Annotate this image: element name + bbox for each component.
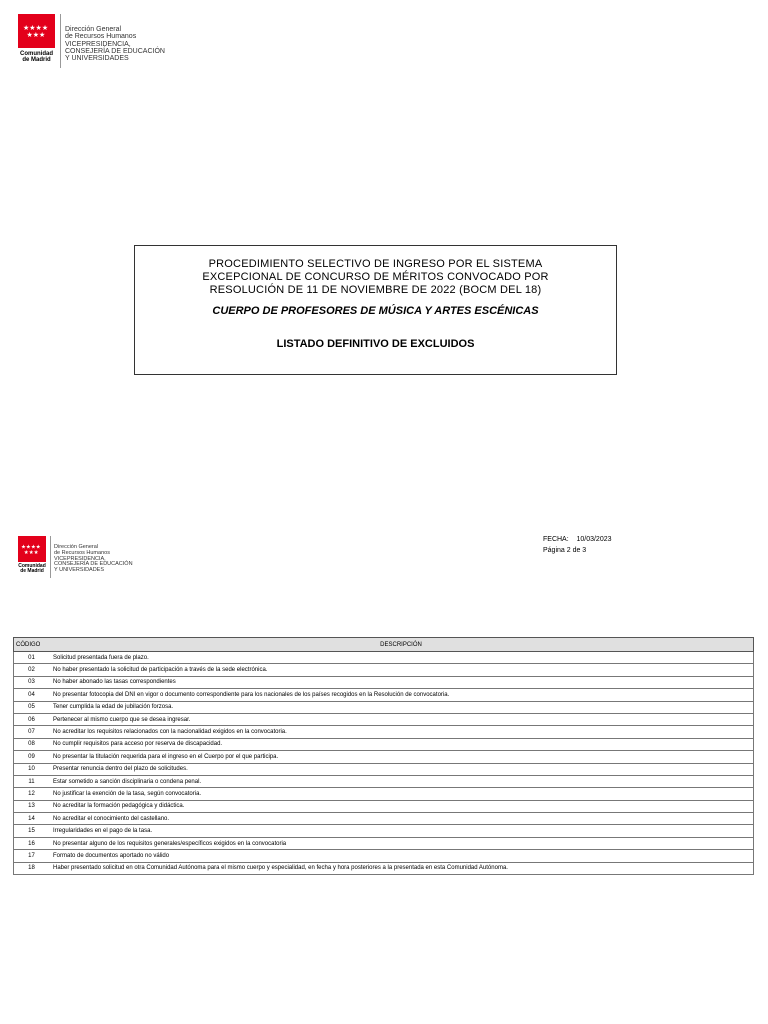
row-code: 05	[14, 701, 50, 713]
row-description: No cumplir requisitos para acceso por reserva de discapacidad.	[49, 738, 754, 750]
document-meta	[543, 534, 612, 556]
procedure-title	[135, 258, 616, 297]
madrid-stars-icon	[18, 14, 55, 48]
table-row	[14, 862, 754, 874]
row-code: 10	[14, 763, 50, 775]
row-description: No presentar fotocopia del DNI en vigor o documento correspondiente para los nacionales de los países recogidos en la Resolución de convocatoria.	[49, 689, 754, 701]
procedure-title-line: EXCEPCIONAL DE CONCURSO DE MÉRITOS CONVOCADO POR	[202, 271, 549, 283]
row-code: 15	[14, 825, 50, 837]
table-row	[14, 788, 754, 800]
row-code: 12	[14, 788, 50, 800]
table-row	[14, 825, 754, 837]
logo-text-line: VICEPRESIDENCIA,	[65, 40, 131, 48]
row-code: 11	[14, 775, 50, 787]
listado-title: LISTADO DEFINITIVO DE EXCLUIDOS	[276, 338, 475, 350]
row-description: No justificar la exención de la tasa, según convocatoria.	[49, 788, 754, 800]
logo-divider	[60, 14, 61, 68]
logo-caption	[18, 564, 46, 575]
date-line	[543, 534, 612, 545]
logo-text-line: de Recursos Humanos	[65, 33, 137, 41]
row-description: Solicitud presentada fuera de plazo.	[49, 652, 754, 664]
row-code: 18	[14, 862, 50, 874]
date-label: FECHA:	[543, 536, 569, 543]
logo-text-line: CONSEJERÍA DE EDUCACIÓN	[54, 561, 133, 568]
table-row	[14, 813, 754, 825]
logo-text-line: Dirección General	[54, 544, 99, 550]
row-code: 08	[14, 738, 50, 750]
header-logo	[18, 14, 165, 68]
row-code: 03	[14, 676, 50, 688]
svg-text:★★★★: ★★★★	[22, 24, 48, 32]
table-row	[14, 850, 754, 862]
logo-department-text	[54, 536, 133, 574]
table-row	[14, 763, 754, 775]
row-code: 16	[14, 837, 50, 849]
logo-caption-line1: Comunidad	[18, 563, 46, 569]
row-code: 14	[14, 813, 50, 825]
logo-divider	[50, 536, 51, 578]
row-description: No haber abonado las tasas correspondientes	[49, 676, 754, 688]
date-value: 10/03/2023	[576, 536, 612, 543]
table-row	[14, 800, 754, 812]
logo-text-line: CONSEJERÍA DE EDUCACIÓN	[65, 48, 165, 56]
row-description: No acreditar el conocimiento del castellano.	[49, 813, 754, 825]
row-code: 02	[14, 664, 50, 676]
row-code: 06	[14, 713, 50, 725]
exclusion-codes-table	[13, 637, 754, 875]
logo-text-line: Y UNIVERSIDADES	[65, 55, 129, 63]
logo-text-line: de Recursos Humanos	[54, 549, 110, 556]
svg-text:★★★★: ★★★★	[21, 544, 41, 551]
table-row	[14, 837, 754, 849]
table-row	[14, 676, 754, 688]
table-row	[14, 726, 754, 738]
row-description: Estar sometido a sanción disciplinaria o condena penal.	[49, 775, 754, 787]
table-row	[14, 664, 754, 676]
table-row	[14, 652, 754, 664]
row-description: Pertenecer al mismo cuerpo que se desea ingresar.	[49, 713, 754, 725]
row-code: 01	[14, 652, 50, 664]
procedure-title-line: PROCEDIMIENTO SELECTIVO DE INGRESO POR EL SISTEMA	[208, 258, 543, 270]
table-row	[14, 689, 754, 701]
table-row	[14, 775, 754, 787]
procedure-title-line: RESOLUCIÓN DE 11 DE NOVIEMBRE DE 2022 (BOCM DEL 18)	[209, 284, 542, 296]
row-description: No presentar alguno de los requisitos generales/específicos exigidos en la convocatoria	[49, 837, 754, 849]
row-description: Irregularidades en el pago de la tasa.	[49, 825, 754, 837]
row-description: No acreditar la formación pedagógica y didáctica.	[49, 800, 754, 812]
row-description: Haber presentado solicitud en otra Comunidad Autónoma para el mismo cuerpo y especialidad, en fecha y hora posteriores a la presentada en esta Comunidad Autónoma.	[49, 862, 754, 874]
table-header-row	[14, 638, 754, 652]
logo-caption-line1: Comunidad	[20, 51, 53, 57]
title-box	[134, 245, 617, 375]
comunidad-madrid-logo	[18, 14, 55, 64]
row-code: 07	[14, 726, 50, 738]
logo-text-line: VICEPRESIDENCIA,	[54, 555, 106, 562]
cuerpo-title: CUERPO DE PROFESORES DE MÚSICA Y ARTES ESCÉNICAS	[212, 305, 539, 317]
logo-caption	[20, 51, 53, 64]
row-code: 04	[14, 689, 50, 701]
row-description: Tener cumplida la edad de jubilación forzosa.	[49, 701, 754, 713]
row-code: 13	[14, 800, 50, 812]
row-description: No acreditar los requisitos relacionados con la nacionalidad exigidos en la convocatoria.	[49, 726, 754, 738]
svg-text:★★★: ★★★	[26, 31, 45, 39]
row-description: Presentar renuncia dentro del plazo de solicitudes.	[49, 763, 754, 775]
column-header-description: DESCRIPCIÓN	[49, 638, 754, 652]
table-row	[14, 701, 754, 713]
table-row	[14, 738, 754, 750]
logo-text-line: Dirección General	[65, 26, 122, 33]
comunidad-madrid-logo	[18, 536, 46, 575]
logo-text-line: Y UNIVERSIDADES	[54, 567, 105, 574]
table-row	[14, 713, 754, 725]
row-description: No haber presentado la solicitud de participación a través de la sede electrónica.	[49, 664, 754, 676]
row-code: 09	[14, 751, 50, 763]
logo-department-text	[65, 14, 165, 63]
page-logo	[18, 536, 133, 578]
row-description: No presentar la titulación requerida para el ingreso en el Cuerpo por el que participa.	[49, 751, 754, 763]
row-description: Formato de documentos aportado no válido	[49, 850, 754, 862]
madrid-stars-icon	[18, 536, 46, 562]
column-header-code: CÓDIGO	[14, 638, 50, 652]
page-number: Página 2 de 3	[543, 547, 587, 554]
logo-caption-line2: de Madrid	[20, 568, 44, 575]
logo-caption-line2: de Madrid	[22, 57, 51, 64]
svg-text:★★★: ★★★	[23, 550, 39, 555]
table-row	[14, 751, 754, 763]
row-code: 17	[14, 850, 50, 862]
